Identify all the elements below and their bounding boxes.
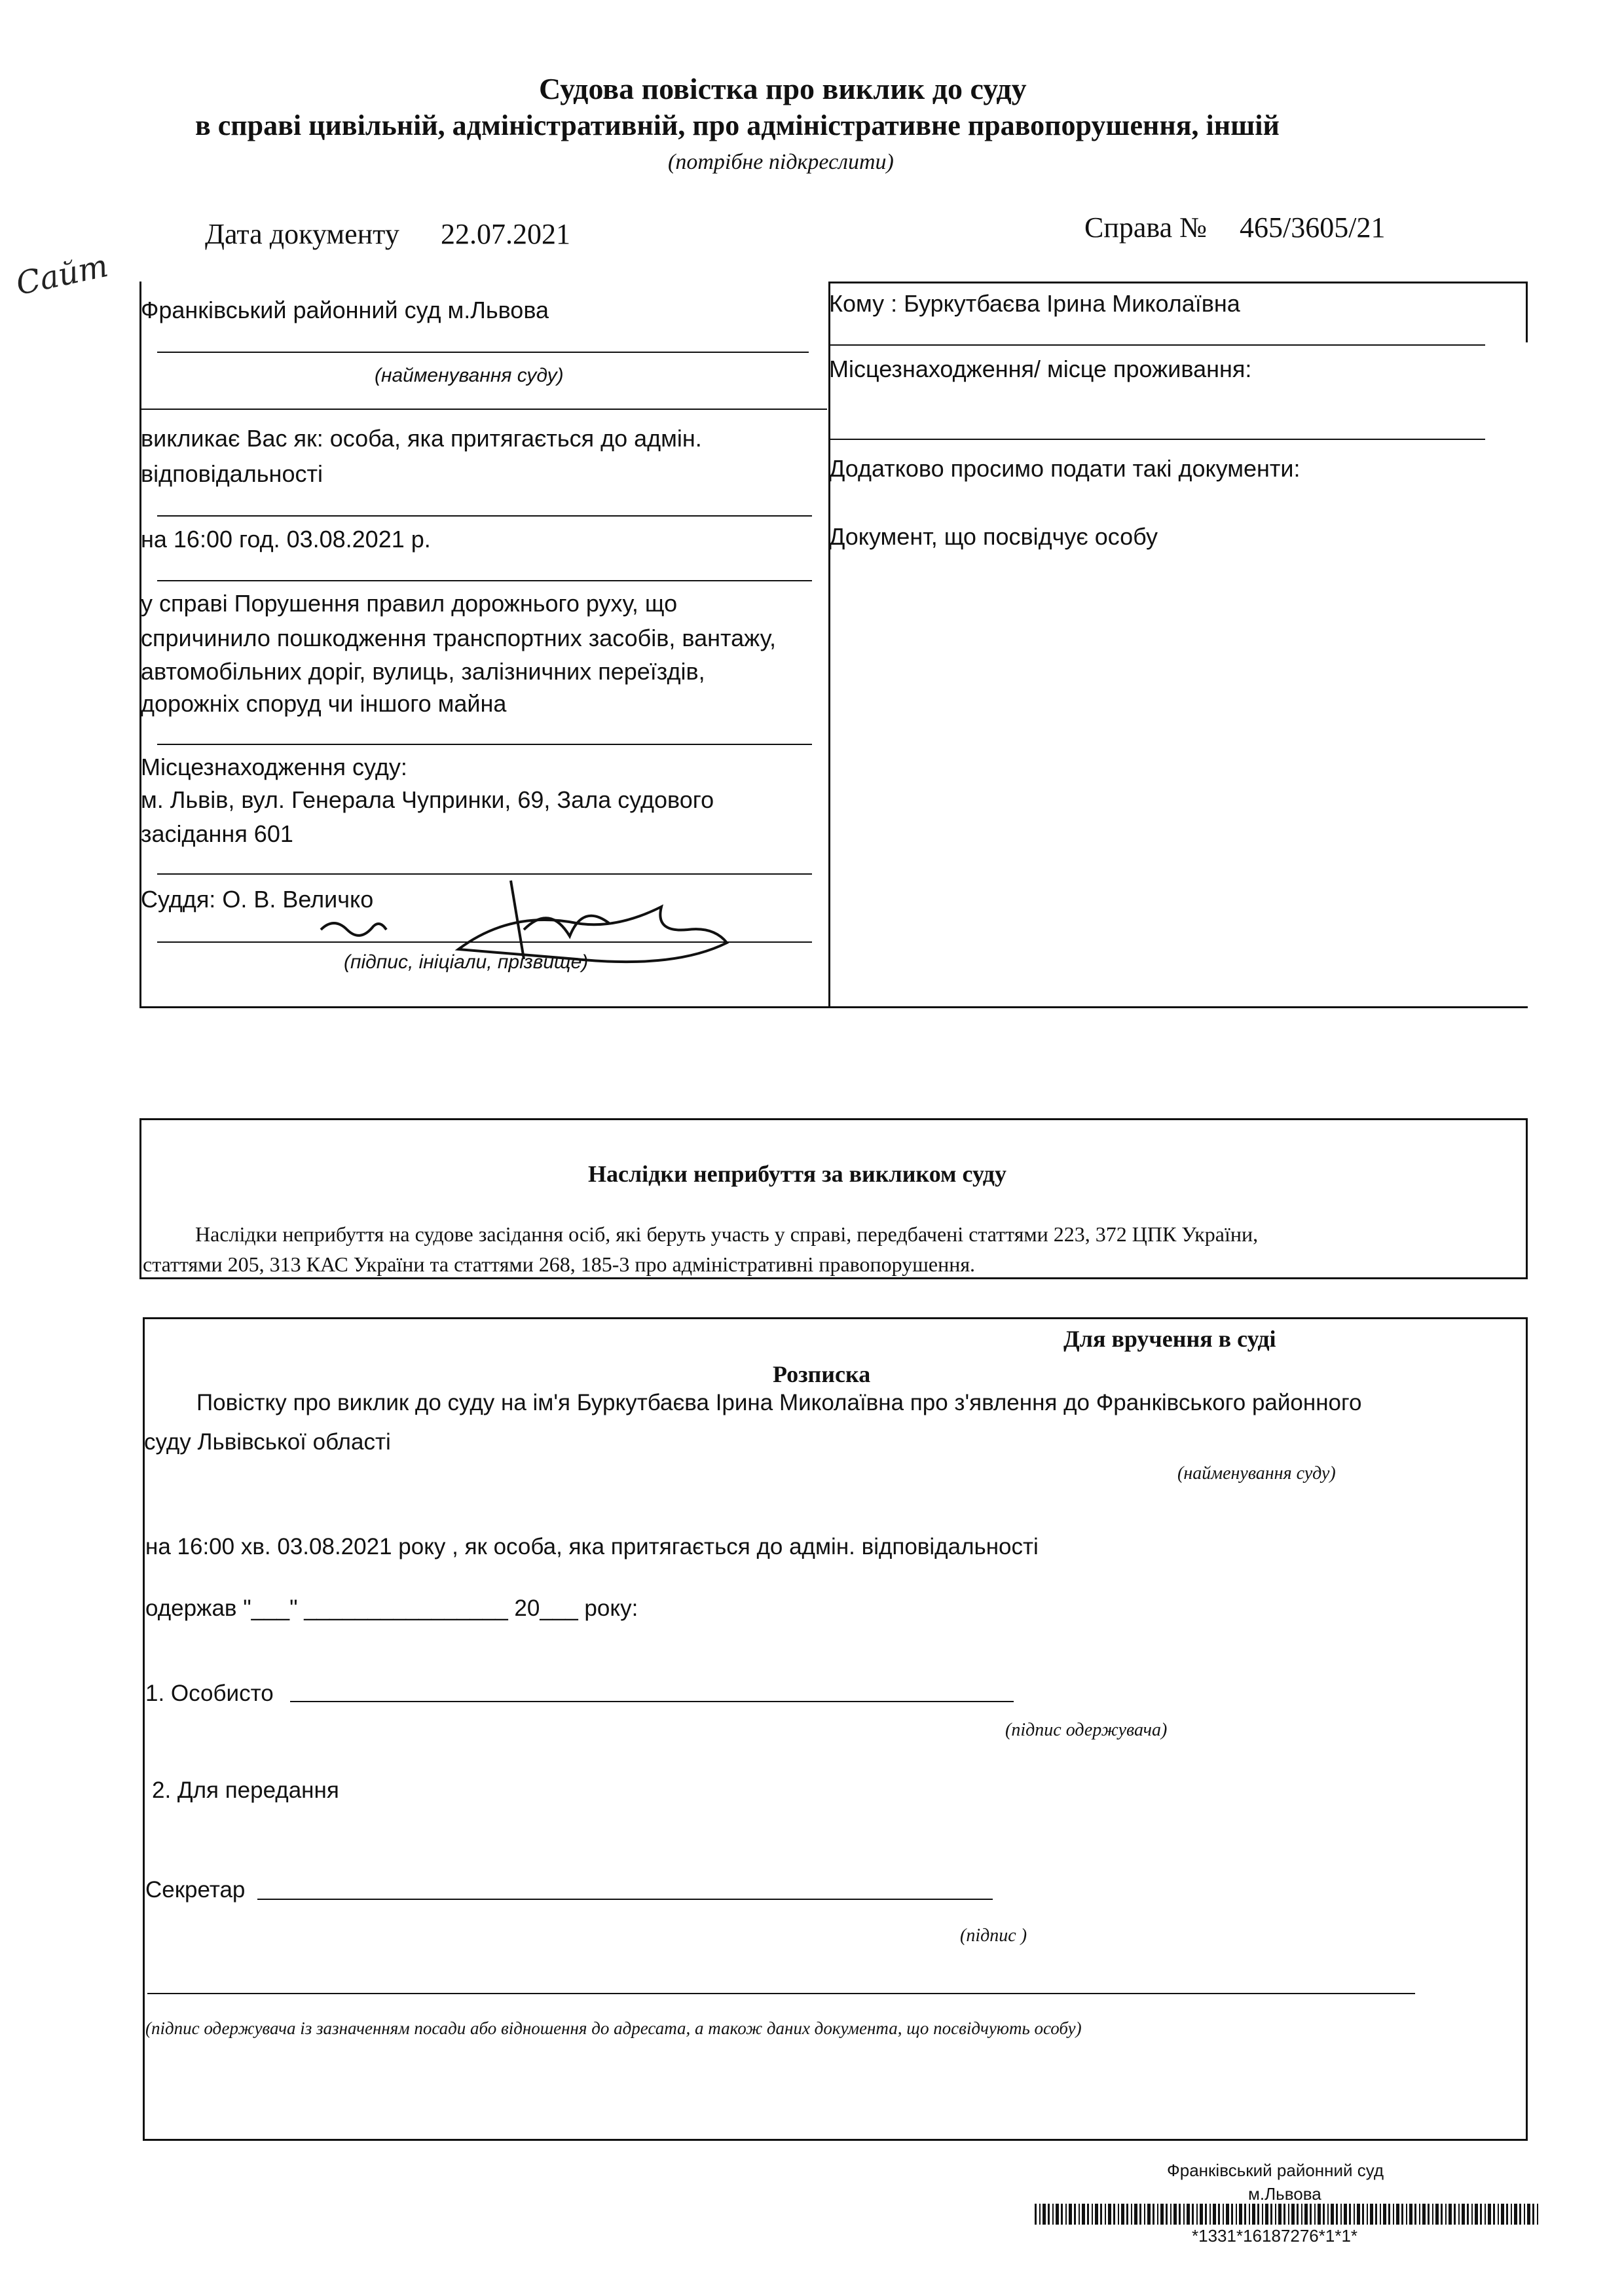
handwritten-mark: Сайт <box>12 247 111 303</box>
document-title: Судова повістка про виклик до суду <box>539 72 1027 105</box>
court-location-line1: м. Львів, вул. Генерала Чупринки, 69, Зала судового <box>141 786 714 813</box>
divider-1 <box>139 409 827 410</box>
extra-documents-value: Документ, що посвідчує особу <box>829 523 1158 550</box>
underline-note: (потрібне підкреслити) <box>668 150 894 174</box>
receipt-hearing-time: на 16:00 хв. 03.08.2021 року , як особа, яка притягається до адмін. відповідальності <box>145 1534 1039 1559</box>
address-underline <box>830 439 1485 440</box>
court-location-label: Місцезнаходження суду: <box>141 754 407 780</box>
hearing-time: на 16:00 год. 03.08.2021 р. <box>141 526 431 553</box>
receipt-text-line2: суду Львівської області <box>144 1429 391 1455</box>
receipt-title: Розписка <box>773 1361 871 1387</box>
document-subtitle: в справі цивільній, адміністративній, про адміністративне правопорушення, іншій <box>195 109 1280 141</box>
case-description-line3: автомобільних доріг, вулиць, залізничних переїздів, <box>141 658 705 685</box>
receipt-received-date: одержав "___" ________________ 20___ року: <box>145 1595 638 1621</box>
barcode-text: *1331*16187276*1*1* <box>1192 2226 1358 2246</box>
summons-table-divider <box>828 282 830 1008</box>
receipt-for-court: Для вручення в суді <box>1063 1326 1276 1352</box>
footer-city: м.Львова <box>1248 2184 1321 2204</box>
divider-5 <box>157 873 812 875</box>
recipient-signature-caption: (підпис одержувача) <box>1005 1720 1168 1740</box>
summons-table-right-border <box>1526 282 1528 342</box>
receipt-for-transfer: 2. Для передання <box>152 1777 339 1803</box>
address-label: Місцезнаходження/ місце проживання: <box>829 355 1252 382</box>
consequences-text-line1: Наслідки неприбуття на судове засідання осіб, які беруть участь у справі, передбачені статтями 223, 372 ЦПК України, <box>195 1222 1259 1246</box>
receipt-personally: 1. Особисто <box>145 1681 274 1706</box>
recipient-details-caption: (підпис одержувача із зазначенням посади або відношення до адресата, а також даних документа, що посвідчують особу) <box>145 2018 1082 2038</box>
case-description-line4: дорожніх споруд чи іншого майна <box>141 690 507 717</box>
court-name-line <box>157 352 809 353</box>
case-number-label: Справа № <box>1084 211 1208 244</box>
divider-4 <box>157 744 812 745</box>
case-number-value: 465/3605/21 <box>1240 211 1386 244</box>
judge-signature-caption: (підпис, ініціали, прізвище) <box>344 951 589 973</box>
secretary-signature-caption: (підпис ) <box>960 1925 1027 1946</box>
summons-table-top-border-right <box>828 282 1528 283</box>
recipient-underline <box>830 344 1485 346</box>
summon-role-line2: відповідальності <box>141 460 323 487</box>
date-label: Дата документу <box>205 218 399 250</box>
recipient-details-line <box>147 1993 1415 1994</box>
divider-3 <box>157 580 812 581</box>
footer-court-name: Франківський районний суд <box>1167 2160 1384 2180</box>
barcode <box>1035 2204 1539 2225</box>
extra-documents-label: Додатково просимо подати такі документи: <box>829 455 1301 482</box>
court-name-caption: (найменування суду) <box>375 365 564 386</box>
judge-signature-image <box>308 877 766 982</box>
secretary-signature-line <box>257 1899 993 1900</box>
secretary-label: Секретар <box>145 1877 246 1903</box>
judge-name: Суддя: О. В. Величко <box>141 886 374 913</box>
case-description-line1: у справі Порушення правил дорожнього руху, що <box>141 590 678 617</box>
receipt-text-line1: Повістку про виклик до суду на ім'я Буркутбаєва Ірина Миколаївна про з'явлення до Франківського районного <box>196 1390 1362 1415</box>
divider-2 <box>157 515 812 517</box>
consequences-title: Наслідки неприбуття за викликом суду <box>588 1161 1006 1187</box>
consequences-text-line2: статтями 205, 313 КАС України та статтями 268, 185-3 про адміністративні правопорушення. <box>143 1252 976 1276</box>
receipt-court-caption: (найменування суду) <box>1177 1463 1336 1484</box>
recipient-line: Кому : Буркутбаєва Ірина Миколаївна <box>829 290 1240 317</box>
summon-role-line1: викликає Вас як: особа, яка притягається до адмін. <box>141 425 702 452</box>
court-location-line2: засідання 601 <box>141 820 293 847</box>
date-value: 22.07.2021 <box>441 218 570 250</box>
court-name: Франківський районний суд м.Львова <box>141 297 549 323</box>
case-description-line2: спричинило пошкодження транспортних засобів, вантажу, <box>141 625 777 651</box>
personal-signature-line <box>290 1701 1014 1702</box>
